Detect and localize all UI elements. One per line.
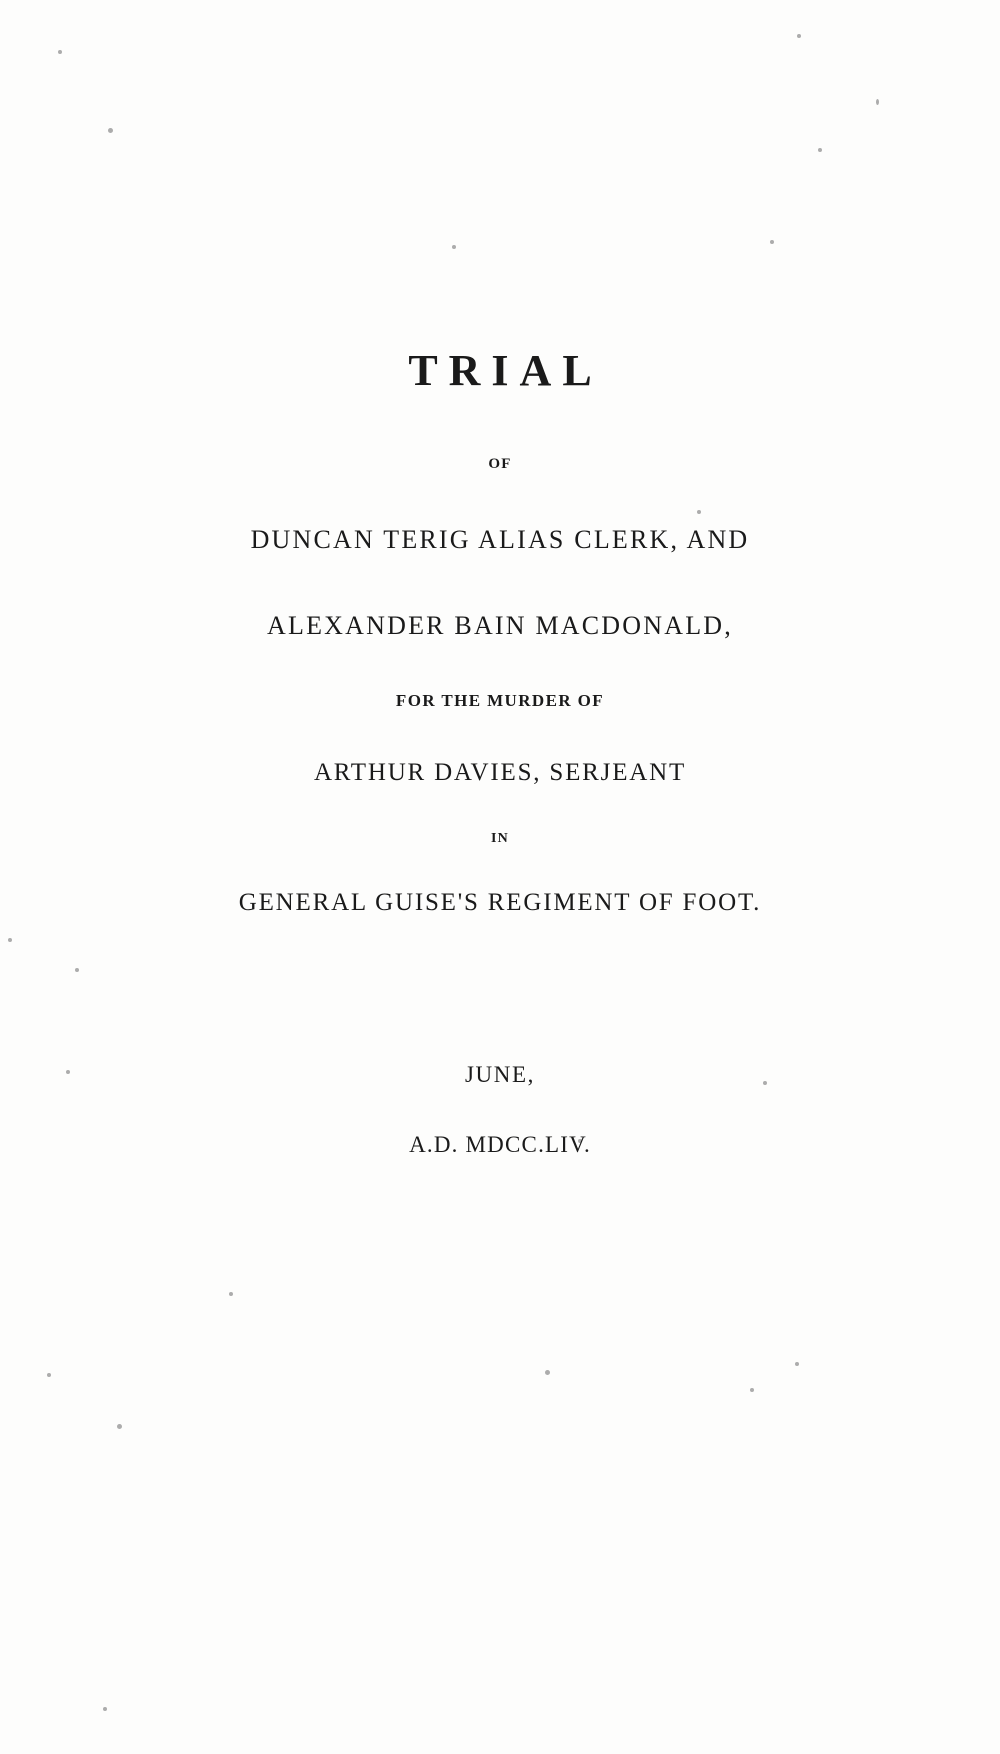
date-block xyxy=(0,1062,1000,1158)
scan-speck xyxy=(770,240,774,244)
scan-speck xyxy=(8,938,12,942)
title-block xyxy=(0,345,1000,917)
defendant-name-1: DUNCAN TERIG ALIAS CLERK, AND xyxy=(250,525,750,554)
scan-speck xyxy=(47,1373,51,1377)
victim-name: ARTHUR DAVIES, SERJEANT xyxy=(313,759,687,786)
scan-speck xyxy=(452,245,456,249)
publication-month: JUNE, xyxy=(465,1062,535,1087)
scan-speck xyxy=(108,128,113,133)
scan-speck xyxy=(117,1424,122,1429)
scan-speck xyxy=(818,148,822,152)
scan-speck xyxy=(795,1362,799,1366)
scan-speck xyxy=(750,1388,754,1392)
scan-speck xyxy=(229,1292,233,1296)
page-title: TRIAL xyxy=(408,346,603,395)
scan-speck xyxy=(876,99,879,105)
of-label: OF xyxy=(488,456,512,472)
in-label: IN xyxy=(491,831,509,846)
scan-speck xyxy=(545,1370,550,1375)
charge-label: FOR THE MURDER OF xyxy=(395,691,605,710)
scan-speck xyxy=(75,968,79,972)
scan-speck xyxy=(103,1707,107,1711)
scan-speck xyxy=(58,50,62,54)
defendant-name-2: ALEXANDER BAIN MACDONALD, xyxy=(267,611,733,640)
scan-speck xyxy=(797,34,801,38)
regiment-name: GENERAL GUISE'S REGIMENT OF FOOT. xyxy=(238,889,762,916)
publication-year: A.D. MDCC.LIV. xyxy=(409,1132,591,1157)
